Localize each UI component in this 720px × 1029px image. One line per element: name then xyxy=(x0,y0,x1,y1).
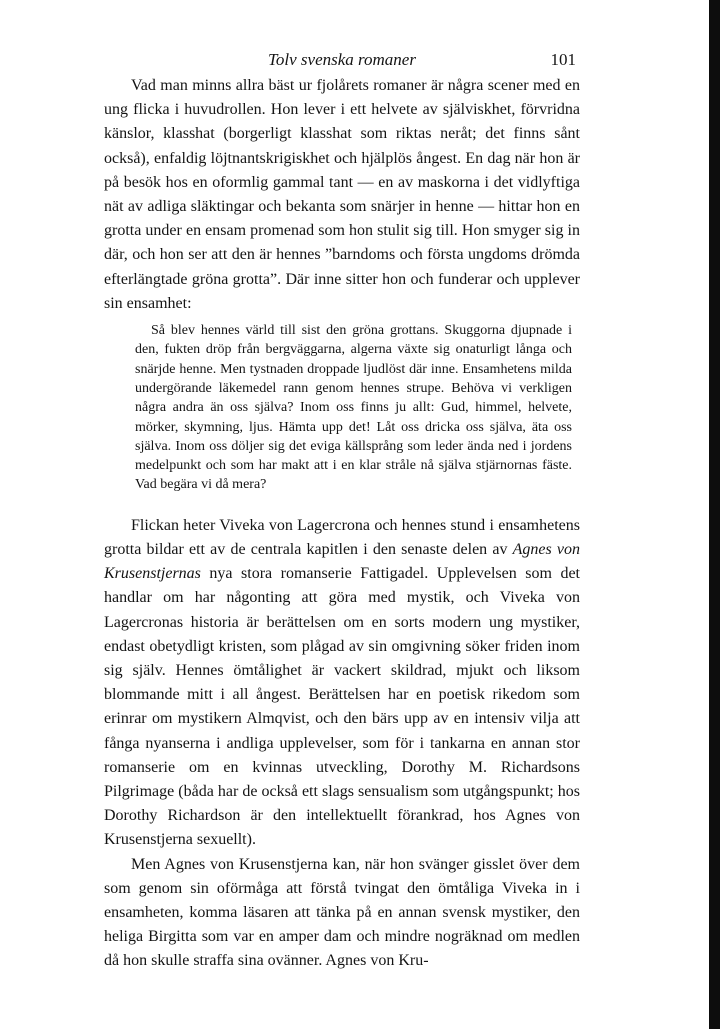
running-title: Tolv svenska romaner xyxy=(268,50,416,69)
paragraph-2-text-b: nya stora romanserie Fattigadel. Upplevelsen som det handlar om har någonting att göra med mystik, och Viveka von Lagercronas historia är berättelsen om en sorts modern ung mystiker, endast obetydligt kristen, som plågad av sin omgivning söker friden inom sig själv. Hennes ömtålighet är vackert skildrad, mjukt och liksom blommande mitt i all ångest. Berättelsen har en poetisk rikedom som erinrar om mystikern Almqvist, och den bärs upp av en intensiv vilja att fånga nyanserna i andliga upplevelser, som för i tankarna en annan stor romanserie om en kvinnas utveckling, Dorothy M. Richardsons Pilgrimage (båda har de också ett slags sensualism som utgångspunkt; hos Dorothy Richardson är den intellektuellt förankrad, hos Agnes von Krusenstjerna sexuellt). xyxy=(104,565,580,849)
scan-edge-shadow xyxy=(709,0,720,1029)
block-quote: Så blev hennes värld till sist den gröna grottans. Skuggorna djupnade i den, fukten dröp från bergväggarna, algerna växte sig onaturligt långa och snärjde henne. Men tystnaden droppade ljudlöst där inne. Ensamhetens milda undergörande läkemedel rann genom hennes strupe. Behöva vi verkligen några andra än oss själva? Inom oss finns ju allt: Gud, himmel, helvete, mörker, skymning, ljus. Hämta upp det! Låt oss dricka oss själva, äta oss själva. Inom oss döljer sig det eviga källsprång som leder ända ned i jordens medelpunkt och som har makt att i en klar stråle nå själva stjärnornas fäste. Vad begära vi då mera? xyxy=(135,323,572,493)
author-name-italic: Agnes von Krusenstjernas xyxy=(104,540,581,583)
page-number: 101 xyxy=(550,50,576,69)
paragraph-2-text-a: Flickan heter Viveka von Lagercrona och hennes stund i ensamhetens grotta bildar ett av de centrala kapitlen i den senaste delen av xyxy=(104,516,580,558)
paragraph-1: Vad man minns allra bäst ur fjolårets romaner är några scener med en ung flicka i huvudrollen. Hon lever i ett helvete av själviskhet, förvridna känslor, klasshat (borgerligt klasshat som riktas neråt; det finns sånt också), enfaldig löjtnantskrigiskhet och hjälplös ångest. En dag när hon är på besök hos en oformlig gammal tant — en av maskorna i det vidlyftiga nät av adliga släktingar och bekanta som snärjer in henne — hittar hon en grotta under en ensam promenad som hon stulit sig till. Hon smyger sig in där, och hon ser att den är hennes ”barndoms och första ungdoms drömda efterlängtade gröna grotta”. Där inne sitter hon och funderar och upplever sin ensamhet: xyxy=(104,77,580,312)
paragraph-3: Men Agnes von Krusenstjerna kan, när hon svänger gisslet över dem som genom sin oförmåga att förstå tvingat den ömtåliga Viveka in i ensamheten, komma läsaren att tänka på en annan svensk mystiker, den heliga Birgitta som var en amper dam och mindre nogräknad om medlen då hon skulle straffa sina ovänner. Agnes von Kru- xyxy=(104,855,580,970)
body-text xyxy=(104,74,580,974)
paragraph-2 xyxy=(104,514,580,853)
page-header xyxy=(104,49,580,71)
